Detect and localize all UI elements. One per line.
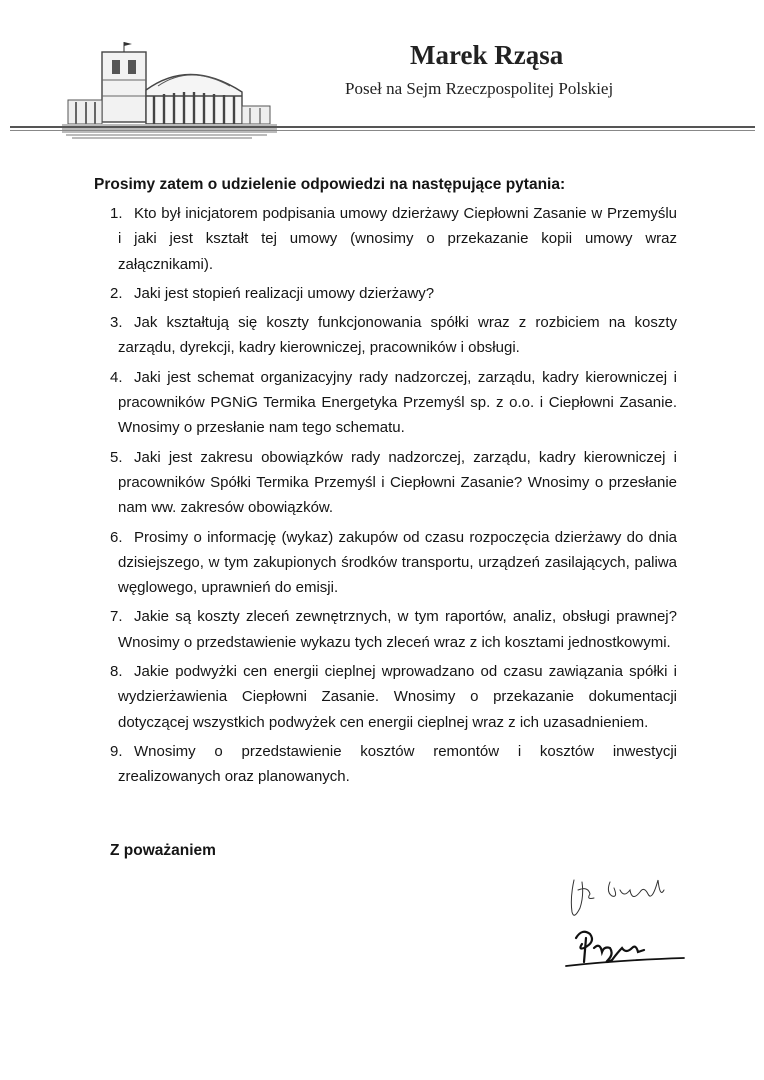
question-text: Jaki jest stopień realizacji umowy dzierżawy? [134,284,435,302]
handwritten-signature [560,868,690,978]
list-item: 9. Wnosimy o przedstawienie kosztów remontów i kosztów inwestycji zrealizowanych oraz planowanych. [110,739,677,790]
question-text: Wnosimy o przedstawienie kosztów remontów i kosztów inwestycji zrealizowanych oraz planowanych. [118,742,677,786]
question-text: Jaki jest zakresu obowiązków rady nadzorczej, zarządu, kadry kierowniczej i pracowników Spółki Termika Przemyśl i Ciepłowni Zasanie? Wnosimy o przesłanie nam ww. zakresów obowiązków. [118,448,677,517]
question-text: Prosimy o informację (wykaz) zakupów od czasu rozpoczęcia dzierżawy do dnia dzisiejszego, w tym zakupionych środków transportu, urządzeń zasilających, paliwa węglowego, uprawnień do emisji. [118,528,677,597]
letterhead-title: Poseł na Sejm Rzeczpospolitej Polskiej [345,79,614,98]
question-text: Jaki jest schemat organizacyjny rady nadzorczej, zarządu, kadry kierowniczej i pracowników PGNiG Termika Energetyka Przemyśl sp. z o.o. i Ciepłowni Zasanie. Wnosimy o przesłanie nam tego schematu. [118,368,677,437]
list-item: 7. Jakie są koszty zleceń zewnętrznych, w tym raportów, analiz, obsługi prawnej? Wnosimy o przedstawienie wykazu tych zleceń wraz z ich kosztami jednostkowymi. [110,604,677,655]
letterhead-divider-thin [10,130,755,131]
letterhead-name: Marek Rząsa [410,40,564,70]
list-item: 4. Jaki jest schemat organizacyjny rady nadzorczej, zarządu, kadry kierowniczej i pracowników PGNiG Termika Energetyka Przemyśl sp. z o.o. i Ciepłowni Zasanie. Wnosimy o przesłanie nam tego schematu. [110,365,677,441]
list-item: 2. Jaki jest stopień realizacji umowy dzierżawy? [110,281,677,306]
list-item: 3. Jak kształtują się koszty funkcjonowania spółki wraz z rozbiciem na koszty zarządu, dyrekcji, kadry kierowniczej, pracowników i obsługi. [110,310,677,361]
list-item: 8. Jakie podwyżki cen energii cieplnej wprowadzano od czasu zawiązania spółki i wydzierżawienia Ciepłowni Zasanie. Wnosimy o przekazanie dokumentacji dotyczącej wszystkich podwyżek cen energii cieplnej wraz z ich uzasadnieniem. [110,659,677,735]
question-text: Jakie są koszty zleceń zewnętrznych, w tym raportów, analiz, obsługi prawnej? Wnosimy o przedstawienie wykazu tych zleceń wraz z ich kosztami jednostkowymi. [118,608,677,651]
closing-salutation: Z poważaniem [110,842,216,859]
list-item: 6. Prosimy o informację (wykaz) zakupów od czasu rozpoczęcia dzierżawy do dnia dzisiejszego, w tym zakupionych środków transportu, urządzeń zasilających, paliwa węglowego, uprawnień do emisji. [110,525,677,601]
letterhead [0,0,764,150]
sejm-building-icon [62,40,277,140]
list-item: 5. Jaki jest zakresu obowiązków rady nadzorczej, zarządu, kadry kierowniczej i pracowników Spółki Termika Przemyśl i Ciepłowni Zasanie? Wnosimy o przesłanie nam ww. zakresów obowiązków. [110,445,677,521]
question-text: Jakie podwyżki cen energii cieplnej wprowadzano od czasu zawiązania spółki i wydzierżawienia Ciepłowni Zasanie. Wnosimy o przekazanie dokumentacji dotyczącej wszystkich podwyżek cen energii cieplnej wraz z ich uzasadnieniem. [118,663,677,731]
question-text: Jak kształtują się koszty funkcjonowania spółki wraz z rozbiciem na koszty zarządu, dyrekcji, kadry kierowniczej, pracowników i obsługi. [118,314,677,357]
list-item: 1. Kto był inicjatorem podpisania umowy dzierżawy Ciepłowni Zasanie w Przemyślu i jaki jest kształt tej umowy (wnosimy o przekazanie kopii umowy wraz załącznikami). [110,201,677,277]
questions-list [110,201,677,794]
questions-intro: Prosimy zatem o udzielenie odpowiedzi na następujące pytania: [94,176,566,193]
letterhead-divider [10,126,755,128]
question-text: Kto był inicjatorem podpisania umowy dzierżawy Ciepłowni Zasanie w Przemyślu i jaki jest kształt tej umowy (wnosimy o przekazanie kopii umowy wraz załącznikami). [118,205,677,273]
